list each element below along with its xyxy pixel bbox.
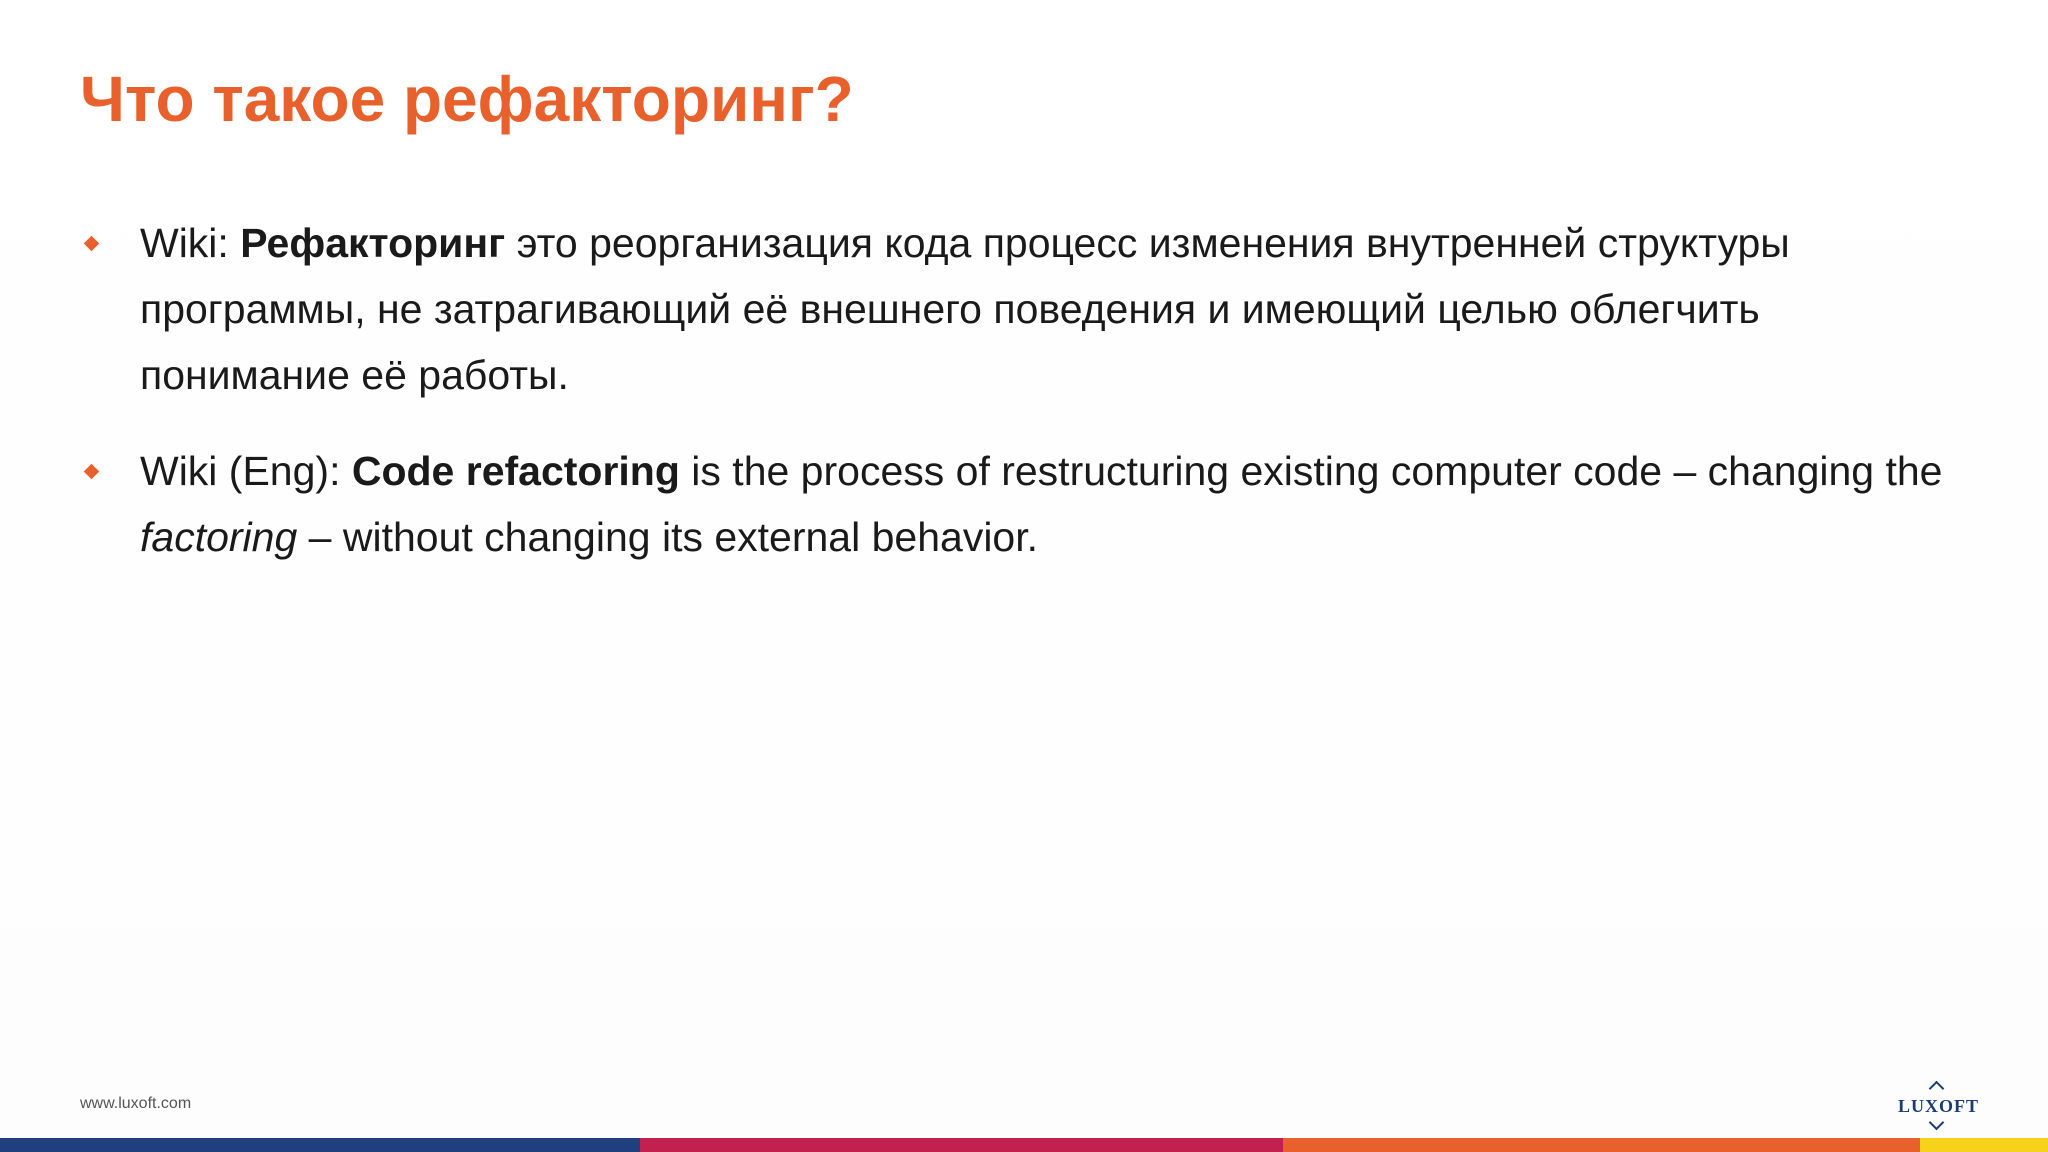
bullet-item-en-definition: [80, 438, 1980, 570]
chevron-down-icon: [1929, 1115, 1945, 1131]
bullet-diamond-icon: [84, 236, 100, 252]
footer-bar-segment: [640, 1138, 1283, 1152]
bullet-italic-term: factoring: [140, 514, 298, 560]
bullet-diamond-icon: [84, 464, 100, 480]
bullet-item-ru-definition: [80, 210, 1980, 408]
footer-color-bar: [0, 1138, 2048, 1152]
bullet-prefix: Wiki:: [140, 220, 241, 266]
bullet-text: is the process of restructuring existing computer code – changing the: [679, 448, 1943, 494]
bullet-term: Рефакторинг: [240, 220, 506, 266]
bullet-prefix: Wiki (Eng):: [140, 448, 352, 494]
chevron-up-icon: [1929, 1081, 1945, 1097]
footer-url: www.luxoft.com: [80, 1095, 192, 1112]
footer-bar-segment: [1920, 1138, 2048, 1152]
footer-bar-segment: [0, 1138, 640, 1152]
footer-bar-segment: [1283, 1138, 1920, 1152]
slide-title: Что такое рефакторинг?: [80, 63, 854, 135]
logo-text: LUXOFT: [1898, 1096, 1980, 1116]
luxoft-logo: [1898, 1078, 1998, 1134]
bullet-text-end: – without changing its external behavior.: [297, 514, 1039, 560]
bullet-text: это реорганизация кода процесс изменения внутренней структуры программы, не затрагивающий её внешнего поведения и имеющий целью облегчить понимание её работы.: [140, 220, 1790, 398]
bullet-term: Code refactoring: [351, 448, 680, 494]
bullet-list: [80, 210, 1980, 600]
